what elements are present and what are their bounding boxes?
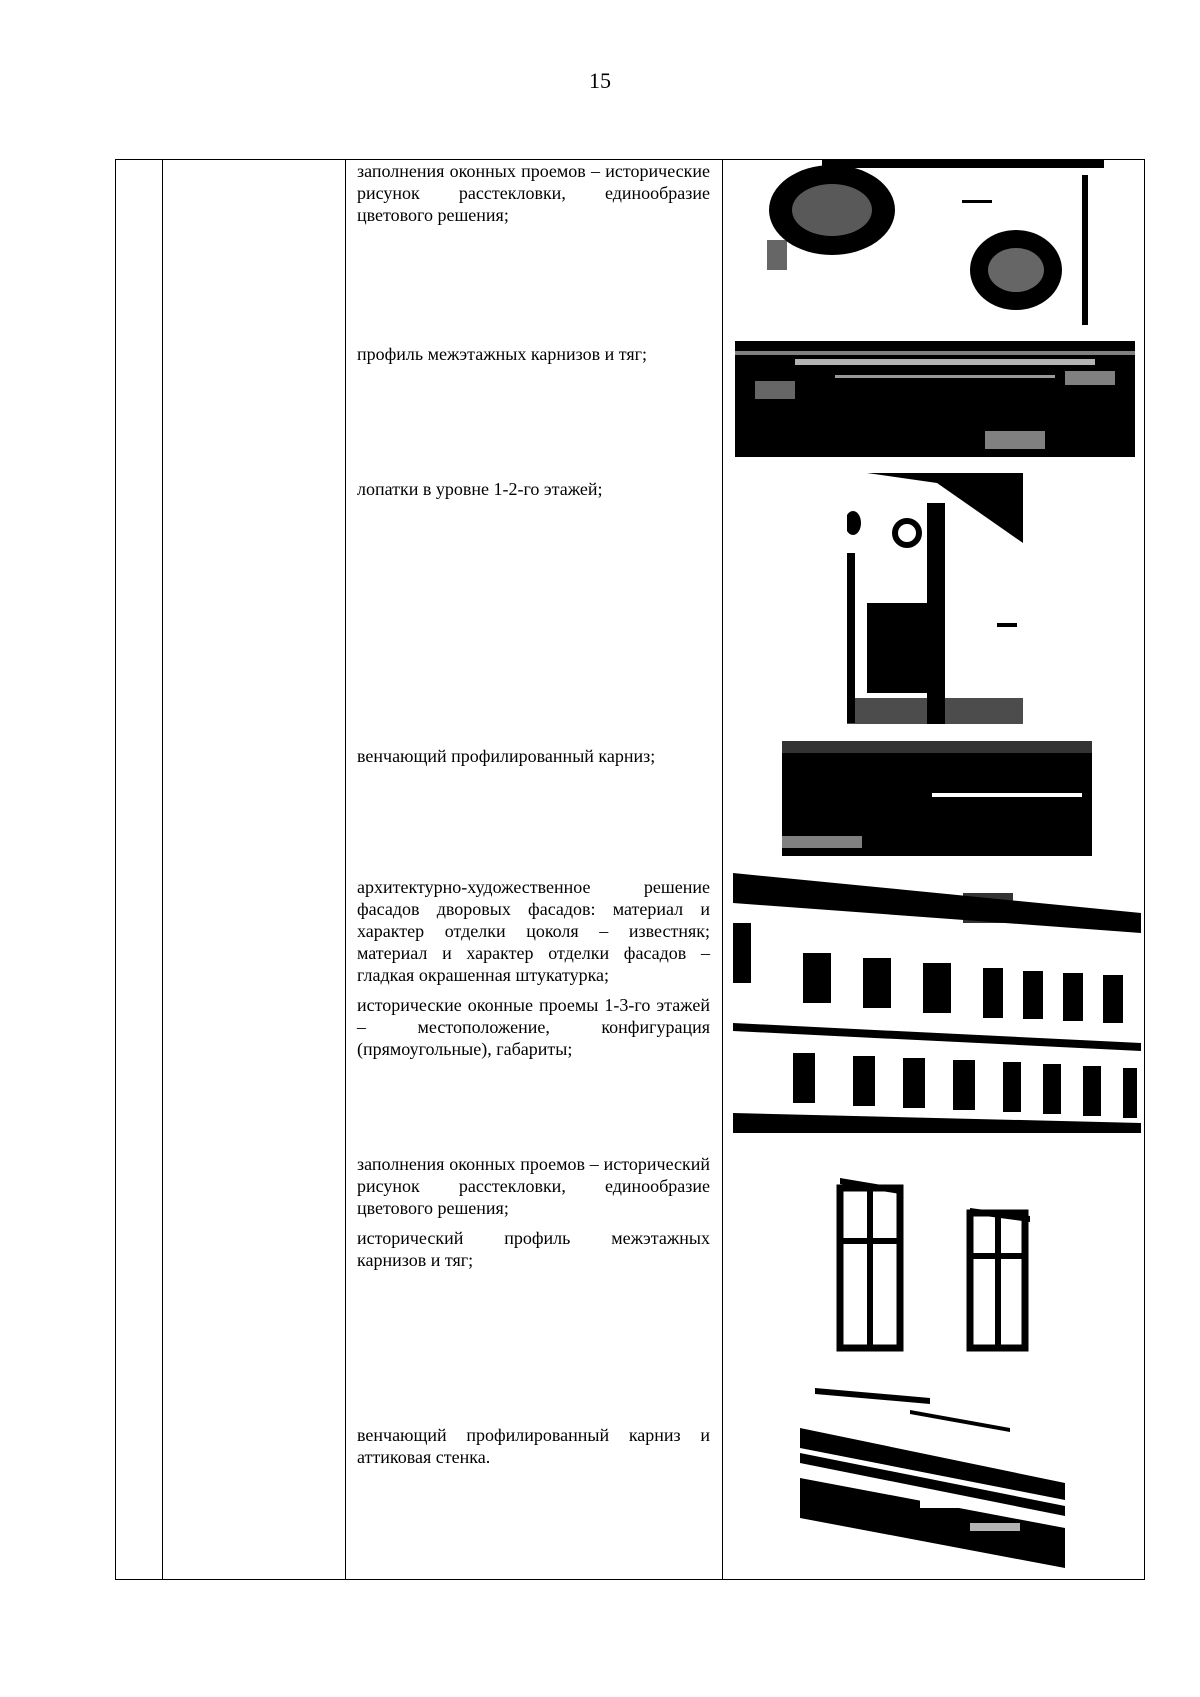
table-cell-text: [357, 343, 710, 373]
paragraph: профиль межэтажных карнизов и тяг;: [357, 344, 648, 364]
crowning-cornice-photo: [782, 741, 1092, 856]
table-cell-text: [357, 160, 710, 234]
round-windows-photo: [762, 160, 1104, 328]
table-cell-text: [357, 745, 710, 775]
table-cell-text: [357, 1424, 710, 1476]
cornice-profile-photo: [735, 341, 1135, 457]
pilasters-photo: [847, 473, 1023, 724]
page-number: 15: [589, 68, 611, 93]
paragraph: лопатки в уровне 1-2-го этажей;: [357, 479, 603, 499]
column-divider: [345, 159, 346, 1580]
table-cell-text: [357, 876, 710, 1068]
paragraph: исторический профиль межэтажных карнизов и тяг;: [357, 1228, 710, 1270]
paragraph: венчающий профилированный карниз;: [357, 746, 656, 766]
window-frames-photo: [835, 1178, 1035, 1356]
paragraph: исторические оконные проемы 1-3-го этажей – местоположение, конфигурация (прямоугольные), габариты;: [357, 995, 710, 1059]
paragraph: архитектурно-художественное решение фасадов дворовых фасадов: материал и характер отделки цоколя – известняк; материал и характер отделки фасадов – гладкая окрашенная штукатурка;: [357, 877, 710, 985]
table-cell-text: [357, 478, 710, 508]
attic-wall-photo: [800, 1388, 1070, 1568]
paragraph: венчающий профилированный карниз и аттиковая стенка.: [357, 1425, 710, 1467]
column-divider: [722, 159, 723, 1580]
paragraph: заполнения оконных проемов – исторический рисунок расстекловки, единообразие цветового решения;: [357, 1154, 710, 1218]
column-divider: [162, 159, 163, 1580]
paragraph: заполнения оконных проемов – исторические рисунок расстекловки, единообразие цветового решения;: [357, 161, 710, 225]
courtyard-facade-photo: [733, 873, 1141, 1133]
table-cell-text: [357, 1153, 710, 1279]
